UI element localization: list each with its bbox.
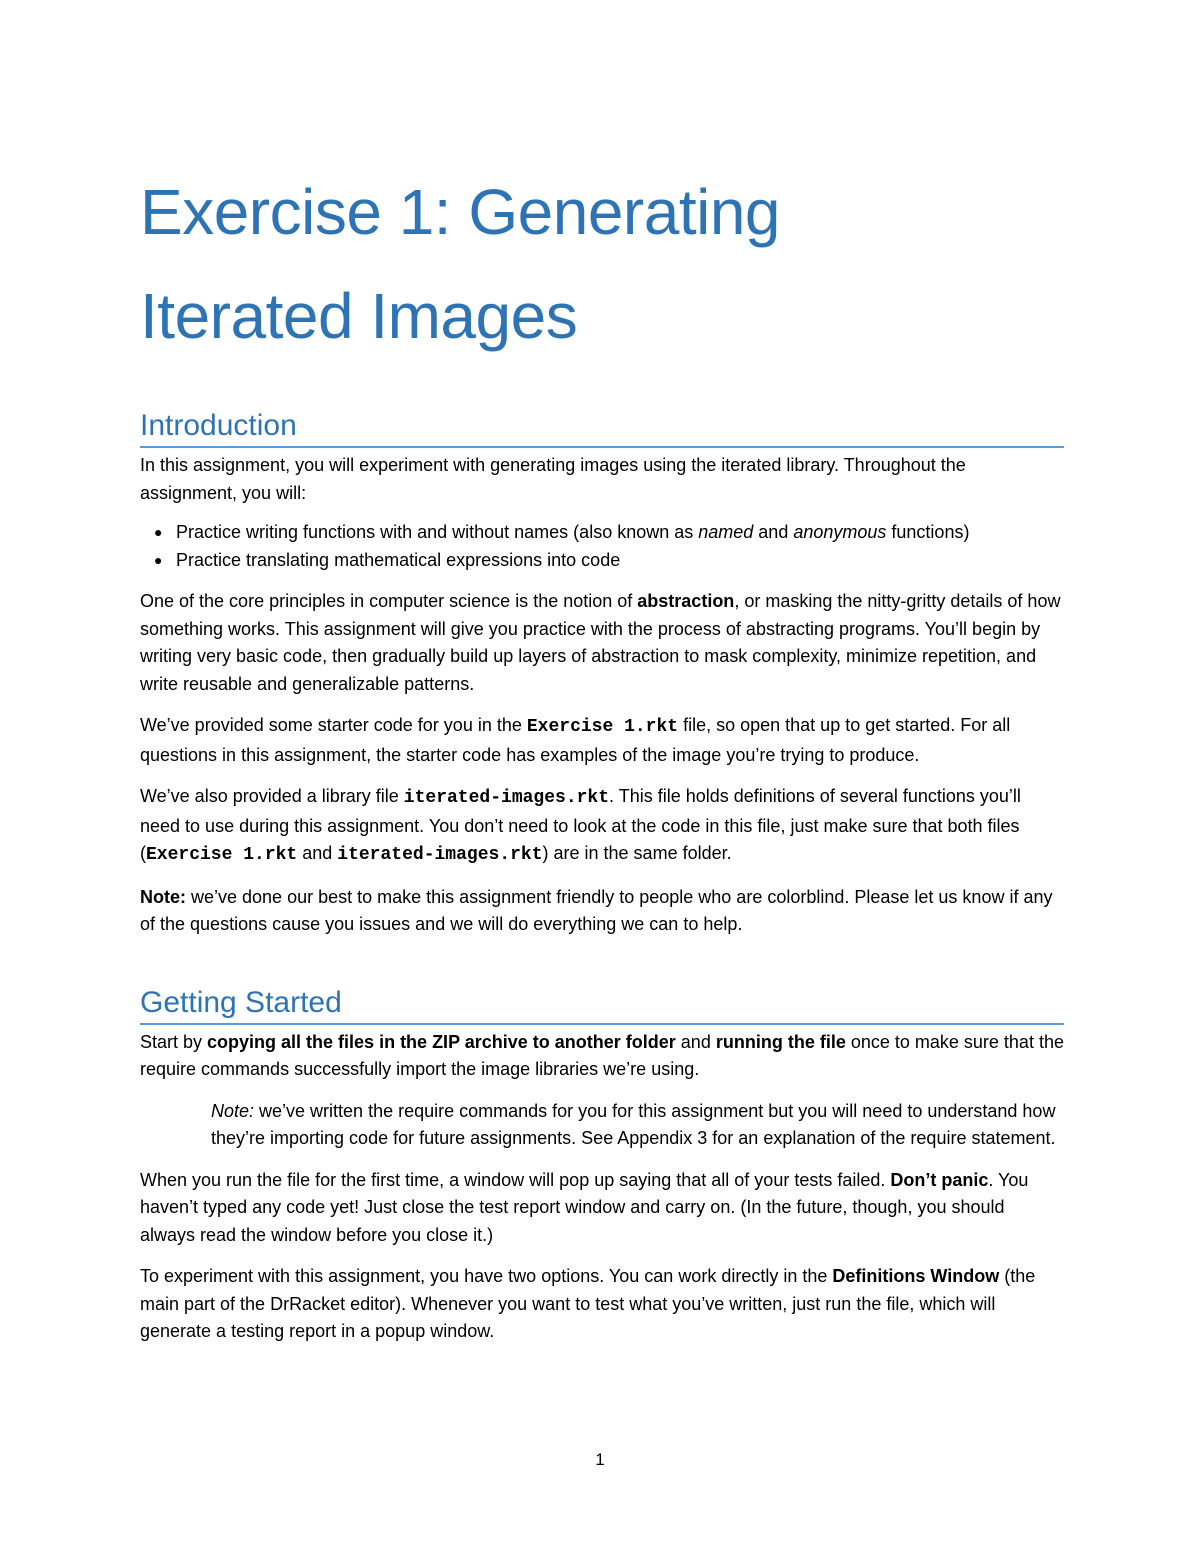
starter-code-paragraph: We’ve provided some starter code for you in the Exercise 1.rkt file, so open that up to get started. For all questions in this assignment, the starter code has examples of the image you’re trying to produce. [140, 715, 1011, 765]
page-content [140, 160, 1064, 1346]
term-abstraction: abstraction [637, 591, 735, 611]
list-item: ● Practice writing functions with and without names (also known as named and anonymous functions) [140, 518, 1064, 546]
page-number: 1 [595, 1450, 605, 1469]
title-line-1: Exercise 1: Generating [140, 176, 780, 248]
bullet-icon: ● [154, 552, 163, 568]
bullet-icon: ● [154, 524, 163, 540]
abstraction-paragraph: One of the core principles in computer science is the notion of abstraction, or masking the nitty-gritty details of how something works. This assignment will give you practice with the process of abstracting programs. You’ll begin by writing very basic code, then gradually build up layers of abstraction to mask complexity, minimize repetition, and write reusable and generalizable patterns. [140, 591, 1061, 694]
filename-library: iterated-images.rkt [337, 845, 543, 865]
note-label: Note: [211, 1100, 255, 1121]
library-paragraph: We’ve also provided a library file iterated-images.rkt. This file holds definitions of several functions you’ll need to use during this assignment. You don’t need to look at the code in this file, just make sure that both files (Exercise 1.rkt and iterated-images.rkt) are in the same folder. [140, 786, 1021, 865]
getting-started-paragraph: Start by copying all the files in the ZIP archive to another folder and running the file once to make sure that the require commands successfully import the image libraries we’re using. [140, 1031, 1064, 1079]
section-heading-introduction: Introduction [140, 406, 1064, 448]
experiment-paragraph: To experiment with this assignment, you have two options. You can work directly in the Definitions Window (the main part of the DrRacket editor). Whenever you want to test what you’ve written, just run the file, which will generate a testing report in a popup window. [140, 1266, 1036, 1341]
filename-exercise: Exercise 1.rkt [146, 845, 298, 865]
list-item: ● Practice translating mathematical expressions into code [140, 546, 1064, 574]
intro-bullet-list [140, 518, 1064, 574]
filename-library: iterated-images.rkt [403, 788, 610, 808]
colorblind-note: Note: we’ve done our best to make this assignment friendly to people who are colorblind. Please let us know if any of the questions cause you issues and we will do everything we can to help. [140, 886, 1053, 934]
emphasis-named: named [698, 522, 754, 542]
emphasis-anonymous: anonymous [793, 522, 887, 542]
filename-exercise: Exercise 1.rkt [526, 717, 679, 737]
title-line-2: Iterated Images [140, 280, 578, 352]
note-label: Note: [140, 886, 186, 907]
intro-paragraph: In this assignment, you will experiment with generating images using the iterated library. Throughout the assignment, you will: [140, 455, 966, 503]
document-title [140, 160, 1064, 368]
first-run-paragraph: When you run the file for the first time, a window will pop up saying that all of your tests failed. Don’t panic. You haven’t typed any code yet! Just close the test report window and carry on. (In the future, though, you should always read the window before you close it.) [140, 1169, 1029, 1245]
require-note: Note: we’ve written the require commands for you for this assignment but you will need to understand how they’re importing code for future assignments. See Appendix 3 for an explanation of the require statement. [211, 1100, 1056, 1148]
section-heading-getting-started: Getting Started [140, 983, 1064, 1025]
